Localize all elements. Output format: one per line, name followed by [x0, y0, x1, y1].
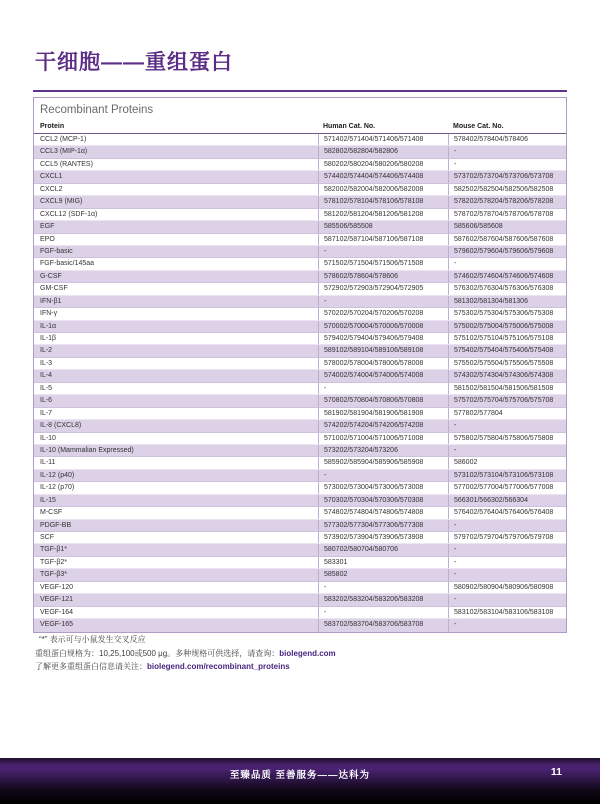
protein-cell: SCF [40, 534, 54, 541]
table-row [34, 457, 566, 469]
table-row [34, 184, 566, 196]
table-row [34, 408, 566, 420]
protein-cell: PDGF-BB [40, 521, 72, 529]
recombinant-proteins-link[interactable]: biolegend.com/recombinant_proteins [147, 662, 290, 671]
protein-cell: EGF [40, 223, 55, 231]
table-row [34, 445, 566, 457]
mouse-cat-no-cell: - [448, 544, 566, 555]
mouse-cat-no-cell: 579602/579604/579606/579608 [448, 246, 566, 257]
table-row [34, 283, 566, 295]
table-row [34, 544, 566, 556]
human-cat-no-cell: 583301 [318, 557, 448, 568]
protein-cell: CXCL2 [40, 185, 63, 193]
mouse-cat-no-cell: 586002 [448, 457, 566, 468]
protein-cell: VEGF-120 [40, 583, 74, 591]
protein-cell: IFN-β1 [40, 297, 62, 305]
biolegend-link[interactable]: biolegend.com [279, 648, 336, 658]
protein-cell: TGF-β3* [40, 571, 67, 579]
protein-cell: CXCL9 (MIG) [40, 198, 83, 206]
protein-cell: IL-6 [40, 397, 53, 405]
protein-cell: IL-2 [40, 347, 53, 355]
protein-cell: CCL3 (MIP-1α) [40, 148, 88, 156]
human-cat-no-cell: 574202/574204/574206/574208 [318, 420, 448, 431]
protein-cell: VEGF-121 [40, 596, 74, 604]
protein-cell: IL-8 (CXCL8) [40, 422, 82, 430]
table-row [34, 234, 566, 246]
mouse-cat-no-cell: 578402/578404/578406 [448, 134, 566, 145]
table-row [34, 134, 566, 146]
mouse-cat-no-cell: 577002/577004/577006/577008 [448, 482, 566, 493]
mouse-cat-no-cell: 575002/575004/575006/575008 [448, 321, 566, 332]
human-cat-no-cell: 589102/589104/589106/589108 [318, 345, 448, 356]
mouse-cat-no-cell: 574302/574304/574306/574308 [448, 370, 566, 381]
protein-cell: IL-4 [40, 372, 53, 380]
table-header-row [34, 120, 566, 134]
human-cat-no-cell: 572902/572903/572904/572905 [318, 283, 448, 294]
table-title: Recombinant Proteins [40, 104, 154, 116]
table-row [34, 520, 566, 532]
table-row [34, 146, 566, 158]
table-row [34, 433, 566, 445]
protein-cell: TGF-β1* [40, 546, 67, 554]
mouse-cat-no-cell: 581302/581304/581306 [448, 296, 566, 307]
mouse-cat-no-cell: 574602/574604/574606/574608 [448, 271, 566, 282]
mouse-cat-no-cell: - [448, 258, 566, 269]
recombinant-proteins-table [33, 97, 567, 633]
protein-cell: FGF-basic [40, 247, 73, 255]
human-cat-no-cell: 581902/581904/581906/581908 [318, 408, 448, 419]
human-cat-no-cell: - [318, 470, 448, 481]
protein-cell: IL-15 [40, 496, 56, 504]
table-row [34, 171, 566, 183]
footnotes [35, 633, 565, 674]
human-cat-no-cell: - [318, 582, 448, 593]
table-row [34, 395, 566, 407]
human-cat-no-cell: 570302/570304/570306/570308 [318, 495, 448, 506]
table-row [34, 482, 566, 494]
human-cat-no-cell: 570202/570204/570206/570208 [318, 308, 448, 319]
table-row [34, 470, 566, 482]
human-cat-no-cell: 582002/582004/582006/582008 [318, 184, 448, 195]
mouse-cat-no-cell: - [448, 420, 566, 431]
table-row [34, 221, 566, 233]
protein-cell: IL-12 (p70) [40, 484, 75, 492]
human-cat-no-cell: 570802/570804/570806/570808 [318, 395, 448, 406]
human-cat-no-cell: 570002/570004/570006/570008 [318, 321, 448, 332]
human-cat-no-cell: 571002/571004/571006/571008 [318, 433, 448, 444]
mouse-cat-no-cell: 577802/577804 [448, 408, 566, 419]
protein-cell: IL-7 [40, 409, 53, 417]
human-cat-no-cell: 583702/583704/583706/583708 [318, 619, 448, 631]
protein-cell: CXCL12 (SDF-1α) [40, 210, 98, 218]
mouse-cat-no-cell: - [448, 159, 566, 170]
footnote-cross-reactivity: “*” 表示可与小鼠发生交叉反应 [39, 635, 146, 644]
mouse-cat-no-cell: - [448, 594, 566, 605]
protein-cell: G-CSF [40, 272, 62, 280]
table-row [34, 159, 566, 171]
human-cat-no-cell: 580702/580704/580706 [318, 544, 448, 555]
table-row [34, 594, 566, 606]
human-cat-no-cell: 585802 [318, 569, 448, 580]
mouse-cat-no-cell: - [448, 619, 566, 631]
table-row [34, 420, 566, 432]
table-body [34, 134, 566, 632]
mouse-cat-no-cell: 575802/575804/575806/575808 [448, 433, 566, 444]
mouse-cat-no-cell: 579702/579704/579706/579708 [448, 532, 566, 543]
footnote-sizes-text: 重组蛋白规格为：10,25,100或500 μg。多种规格可供选择，请查询： [35, 648, 280, 658]
mouse-cat-no-cell: 581502/581504/581506/581508 [448, 383, 566, 394]
table-row [34, 209, 566, 221]
human-cat-no-cell: 571502/571504/571506/571508 [318, 258, 448, 269]
mouse-cat-no-cell: 575402/575404/575406/575408 [448, 345, 566, 356]
human-cat-no-cell: 578002/578004/578006/578008 [318, 358, 448, 369]
mouse-cat-no-cell: 575302/575304/575306/575308 [448, 308, 566, 319]
mouse-cat-no-cell: - [448, 146, 566, 157]
mouse-cat-no-cell: - [448, 445, 566, 456]
protein-cell: IL-1α [40, 322, 57, 330]
protein-cell: IL-3 [40, 359, 53, 367]
table-row [34, 258, 566, 270]
protein-cell: VEGF-165 [40, 621, 74, 629]
table-row [34, 370, 566, 382]
table-row [34, 246, 566, 258]
protein-cell: CCL2 (MCP-1) [40, 136, 87, 143]
table-row [34, 532, 566, 544]
table-row [34, 619, 566, 631]
protein-cell: FGF-basic/145aa [40, 260, 95, 268]
table-row [34, 196, 566, 208]
footnote-more-info [35, 660, 565, 674]
protein-cell: IL-11 [40, 459, 56, 467]
mouse-cat-no-cell: 573102/573104/573106/573108 [448, 470, 566, 481]
mouse-cat-no-cell: 580902/580904/580906/580908 [448, 582, 566, 593]
mouse-cat-no-cell: 576302/576304/576306/576308 [448, 283, 566, 294]
human-cat-no-cell: 574002/574004/574006/574008 [318, 370, 448, 381]
human-cat-no-cell: 571402/571404/571406/571408 [318, 134, 448, 145]
human-cat-no-cell: 580202/580204/580206/580208 [318, 159, 448, 170]
mouse-cat-no-cell: 578202/578204/578206/578208 [448, 196, 566, 207]
table-row [34, 383, 566, 395]
human-cat-no-cell: 583202/583204/583206/583208 [318, 594, 448, 605]
human-cat-no-cell: 585506/585508 [318, 221, 448, 232]
human-cat-no-cell: 578102/578104/578106/578108 [318, 196, 448, 207]
human-cat-no-cell: 574802/574804/574806/574808 [318, 507, 448, 518]
table-row [34, 271, 566, 283]
table-row [34, 345, 566, 357]
human-cat-no-cell: 577302/577304/577306/577308 [318, 520, 448, 531]
footer-slogan: 至臻品质 至善服务——达科为 [229, 770, 371, 781]
human-cat-no-cell: - [318, 246, 448, 257]
human-cat-no-cell: 579402/579404/579406/579408 [318, 333, 448, 344]
mouse-cat-no-cell: 573702/573704/573706/573708 [448, 171, 566, 182]
mouse-cat-no-cell: - [448, 569, 566, 580]
protein-cell: TGF-β2* [40, 558, 67, 566]
human-cat-no-cell: - [318, 383, 448, 394]
page-title: 干细胞——重组蛋白 [35, 51, 233, 74]
table-row [34, 507, 566, 519]
mouse-cat-no-cell: 575702/575704/575706/575708 [448, 395, 566, 406]
protein-cell: IL-10 (Mammalian Expressed) [40, 446, 134, 454]
human-cat-no-cell: 578602/578604/578606 [318, 271, 448, 282]
protein-cell: CXCL1 [40, 173, 63, 181]
protein-cell: IFN-γ [40, 310, 58, 318]
column-header-protein: Protein [40, 123, 65, 130]
protein-cell: IL-1β [40, 335, 57, 342]
mouse-cat-no-cell: 587602/587604/587606/587608 [448, 234, 566, 245]
mouse-cat-no-cell: 578702/578704/578706/578708 [448, 209, 566, 220]
mouse-cat-no-cell: - [448, 557, 566, 568]
column-header-mouse-cat-no: Mouse Cat. No. [453, 123, 504, 130]
protein-cell: EPO [40, 235, 55, 243]
mouse-cat-no-cell: 576402/576404/576406/576408 [448, 507, 566, 518]
protein-cell: IL-5 [40, 384, 53, 392]
human-cat-no-cell: 573002/573004/573006/573008 [318, 482, 448, 493]
mouse-cat-no-cell: 582502/582504/582506/582508 [448, 184, 566, 195]
human-cat-no-cell: - [318, 607, 448, 618]
human-cat-no-cell: 582802/582804/582806 [318, 146, 448, 157]
table-row [34, 333, 566, 345]
protein-cell: M-CSF [40, 509, 63, 517]
human-cat-no-cell: - [318, 296, 448, 307]
mouse-cat-no-cell: 575502/575504/575506/575508 [448, 358, 566, 369]
title-divider [33, 90, 567, 92]
table-row [34, 308, 566, 320]
mouse-cat-no-cell: 575102/575104/575106/575108 [448, 333, 566, 344]
table-row [34, 569, 566, 581]
human-cat-no-cell: 585902/585904/585906/585908 [318, 457, 448, 468]
human-cat-no-cell: 587102/587104/587106/587108 [318, 234, 448, 245]
protein-cell: GM-CSF [40, 285, 68, 293]
protein-cell: CCL5 (RANTES) [40, 160, 93, 168]
mouse-cat-no-cell: 585606/585608 [448, 221, 566, 232]
page-number: 11 [550, 766, 562, 778]
mouse-cat-no-cell: - [448, 520, 566, 531]
human-cat-no-cell: 573202/573204/573206 [318, 445, 448, 456]
footnote-more-info-text: 了解更多重组蛋白信息请关注： [35, 662, 147, 671]
table-row [34, 495, 566, 507]
mouse-cat-no-cell: 566301/566302/566304 [448, 495, 566, 506]
table-row [34, 358, 566, 370]
table-row [34, 582, 566, 594]
human-cat-no-cell: 581202/581204/581206/581208 [318, 209, 448, 220]
human-cat-no-cell: 573902/573904/573906/573908 [318, 532, 448, 543]
protein-cell: VEGF-164 [40, 608, 74, 616]
table-row [34, 607, 566, 619]
mouse-cat-no-cell: 583102/583104/583106/583108 [448, 607, 566, 618]
protein-cell: IL-12 (p40) [40, 471, 75, 479]
footer-bar [0, 758, 600, 804]
human-cat-no-cell: 574402/574404/574406/574408 [318, 171, 448, 182]
footnote-sizes [35, 647, 565, 661]
table-row [34, 321, 566, 333]
column-header-human-cat-no: Human Cat. No. [323, 123, 376, 130]
protein-cell: IL-10 [40, 434, 56, 442]
table-row [34, 296, 566, 308]
table-row [34, 557, 566, 569]
